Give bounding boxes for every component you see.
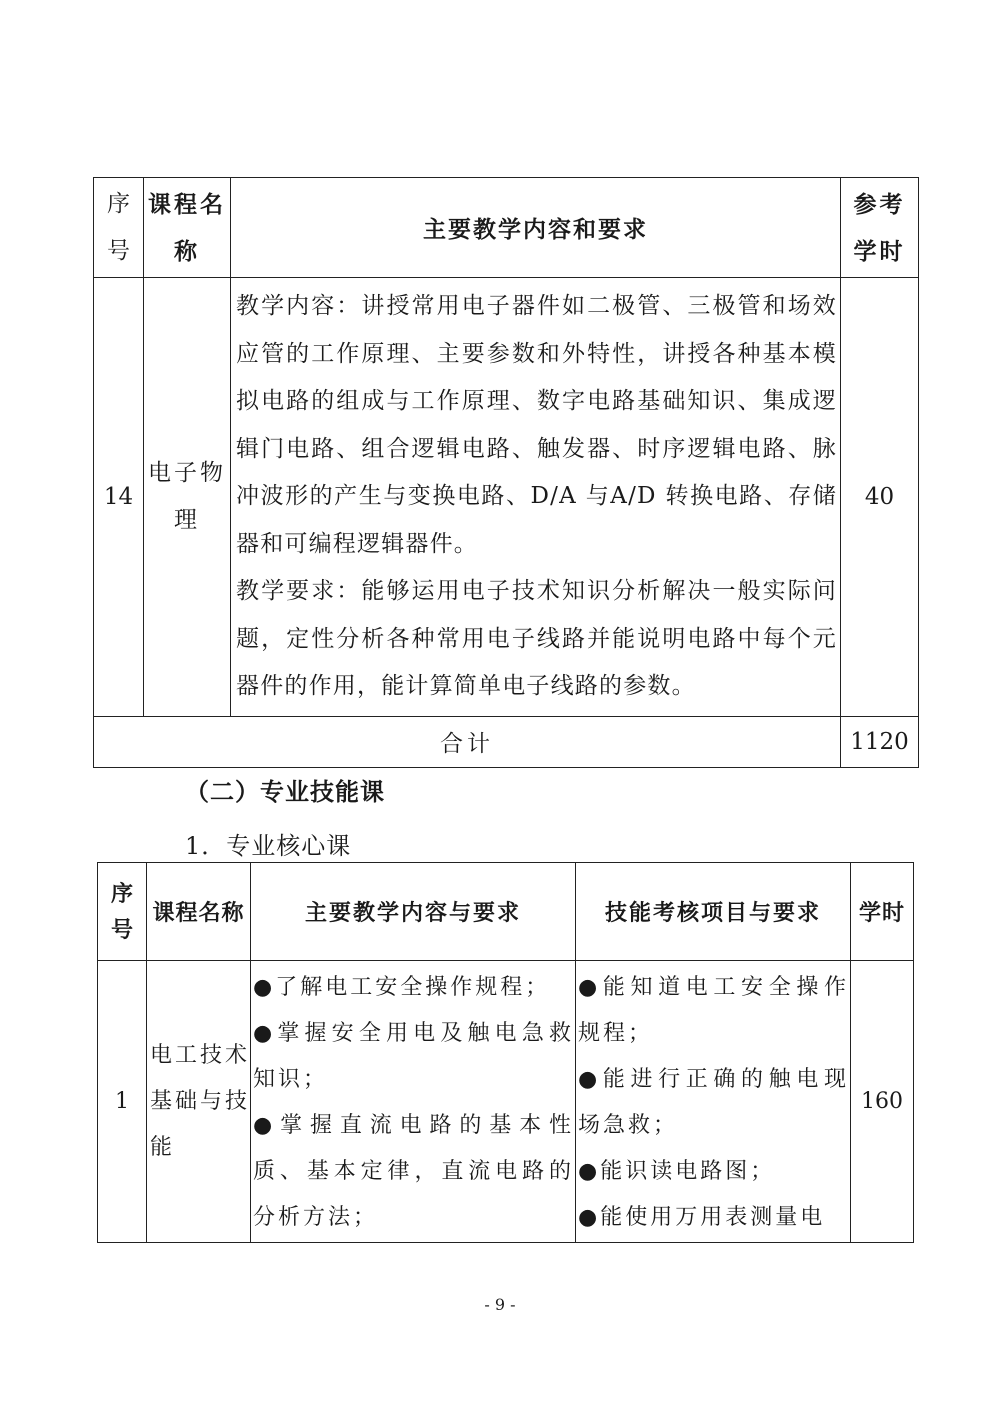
row-assessment [576, 961, 851, 1243]
row-course-name [144, 278, 231, 717]
row-content [251, 961, 576, 1243]
list-item: ●掌握直流电路的基本性质、基本定律，直流电路的分析方法； [253, 1113, 574, 1230]
header-hours-line2: 学时 [853, 237, 906, 265]
row-content [231, 278, 841, 717]
list-item: ●能使用万用表测量电 [578, 1205, 826, 1230]
row-index: 14 [94, 278, 144, 717]
header-course-name: 课程名称 [147, 863, 251, 961]
table-row [94, 278, 919, 717]
list-item: ●能进行正确的触电现场急救； [578, 1067, 849, 1138]
list-item: ●掌握安全用电及触电急救知识； [253, 1021, 574, 1092]
header-index-line2: 号 [107, 237, 130, 264]
header-index [94, 178, 144, 278]
course-name-line1: 电工技术 [150, 1042, 251, 1068]
header-index-line1: 序 [107, 190, 130, 217]
header-course-name [144, 178, 231, 278]
header-index-line1: 序 [110, 880, 133, 907]
header-hours-line1: 参考 [853, 190, 906, 218]
header-name-line2: 称 [174, 237, 200, 265]
list-item: ●了解电工安全操作规程； [253, 975, 551, 1000]
content-teaching: 教学内容：讲授常用电子器件如二极管、三极管和场效应管的工作原理、主要参数和外特性，讲授各种基本模拟电路的组成与工作原理、数字电路基础知识、集成逻辑门电路、组合逻辑电路、触发器、时序逻辑电路、脉冲波形的产生与变换电路、D/A 与A/D 转换电路、存储器和可编程逻辑器件。 [236, 293, 837, 557]
row-index: 1 [98, 961, 147, 1243]
row-course-name [147, 961, 251, 1243]
header-index [98, 863, 147, 961]
total-row [94, 716, 919, 767]
course-table-core [97, 862, 914, 1243]
header-index-line2: 号 [110, 916, 133, 943]
section-heading: （二）专业技能课 [185, 777, 385, 806]
table-header-row [98, 863, 914, 961]
row-hours: 160 [851, 961, 914, 1243]
course-name-line2: 基础与技 [150, 1088, 251, 1114]
header-assessment: 技能考核项目与要求 [576, 863, 851, 961]
total-label: 合计 [94, 716, 841, 767]
row-hours: 40 [841, 278, 919, 717]
course-table-general [93, 177, 919, 768]
total-hours: 1120 [841, 716, 919, 767]
table-row [98, 961, 914, 1243]
header-content: 主要教学内容与要求 [251, 863, 576, 961]
content-requirements: 教学要求：能够运用电子技术知识分析解决一般实际问题，定性分析各种常用电子线路并能说明电路中每个元器件的作用，能计算简单电子线路的参数。 [236, 578, 837, 699]
course-name-line3: 能 [150, 1134, 176, 1160]
list-item: ●能识读电路图； [578, 1159, 776, 1184]
table-header-row [94, 178, 919, 278]
list-item: ●能知道电工安全操作规程； [578, 975, 849, 1046]
header-content: 主要教学内容和要求 [231, 178, 841, 278]
course-name-line2: 理 [174, 506, 200, 533]
course-name-line1: 电子物 [148, 459, 226, 486]
header-name-line1: 课程名 [148, 190, 226, 218]
page-number: - 9 - [484, 1295, 516, 1314]
subsection-heading: 1．专业核心课 [185, 832, 352, 860]
header-hours [841, 178, 919, 278]
header-hours: 学时 [851, 863, 914, 961]
